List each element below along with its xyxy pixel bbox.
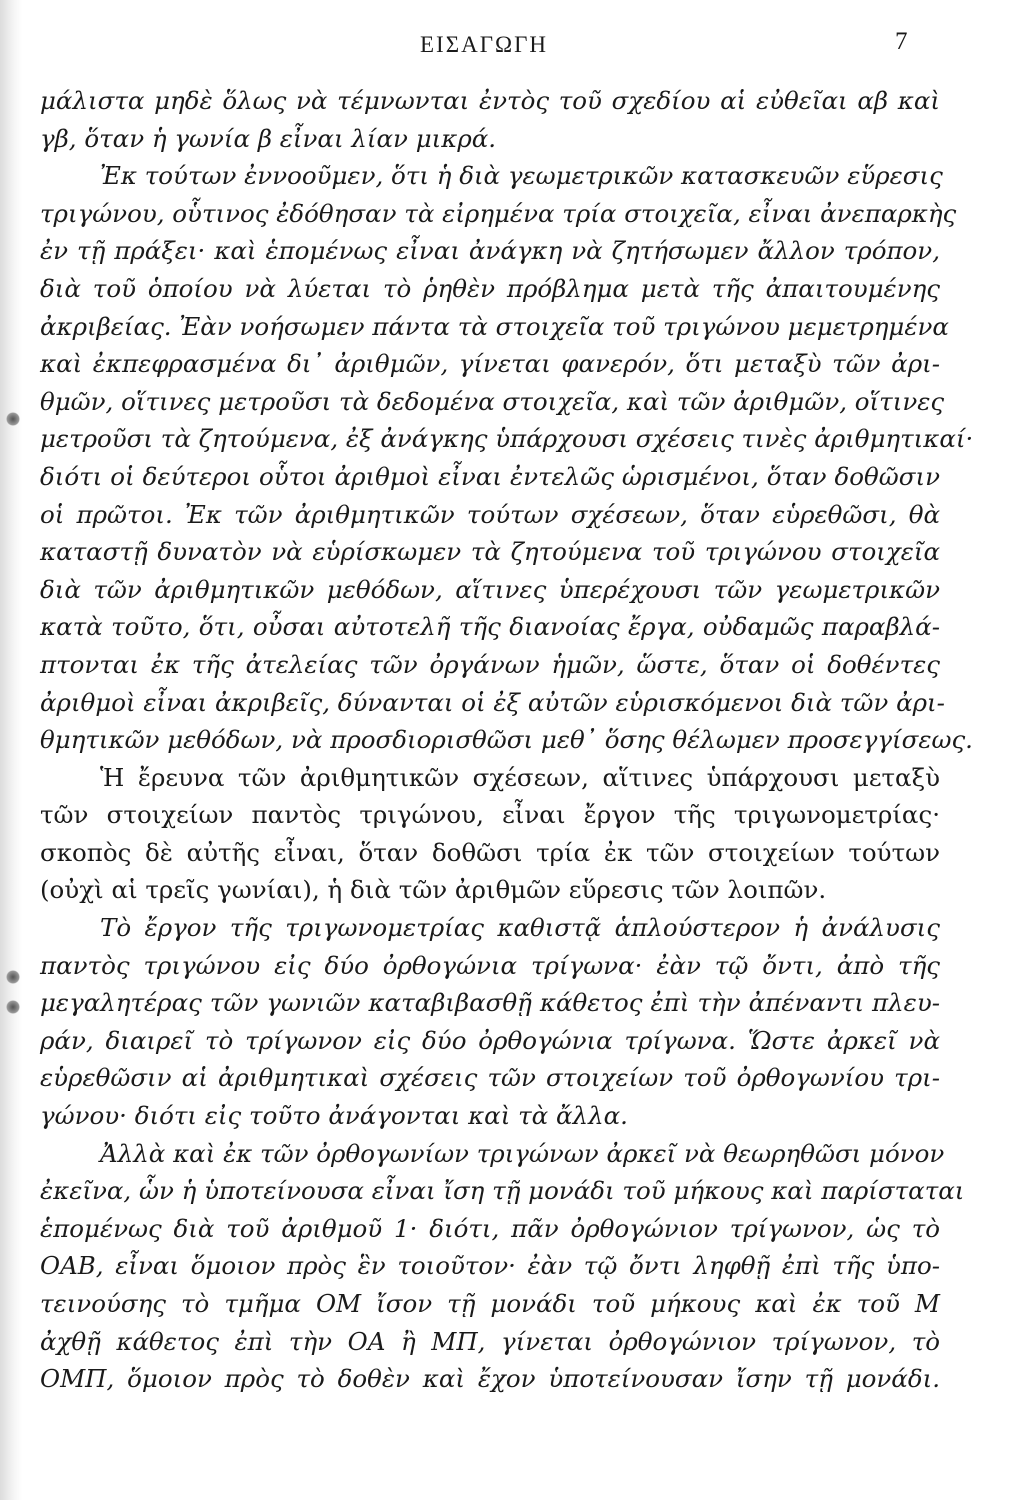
text-line: διὰ τοῦ ὁποίου νὰ λύεται τὸ ῥηθὲν πρόβλημα μετὰ τῆς ἀπαιτουμένης — [40, 273, 940, 303]
text-line: εὑρεθῶσιν αἱ ἀριθμητικαὶ σχέσεις τῶν στοιχείων τοῦ ὀρθογωνίου τρι- — [40, 1063, 940, 1093]
body-text — [40, 82, 974, 1398]
text-line: γβ, ὅταν ἡ γωνία β εἶναι λίαν μικρά. — [40, 123, 497, 153]
binding-hole-mark — [6, 412, 20, 426]
text-line: γώνου· διότι εἰς τοῦτο ἀνάγονται καὶ τὰ ἄλλα. — [40, 1101, 628, 1131]
text-line: μάλιστα μηδὲ ὅλως νὰ τέμνωνται ἐντὸς τοῦ σχεδίου αἱ εὐθεῖαι αβ καὶ — [40, 86, 940, 115]
text-line: ράν, διαιρεῖ τὸ τρίγωνον εἰς δύο ὀρθογώνια τρίγωνα. Ὥστε ἀρκεῖ νὰ — [40, 1025, 940, 1055]
running-head — [0, 28, 1034, 68]
page-gutter — [0, 0, 22, 1500]
text-line: κατὰ τοῦτο, ὅτι, οὖσαι αὐτοτελῆ τῆς διανοίας ἔργα, οὐδαμῶς παραβλά- — [40, 612, 940, 642]
text-line: ἀχθῇ κάθετος ἐπὶ τὴν ΟΑ ἢ ΜΠ, γίνεται ὀρθογώνιον τρίγωνον, τὸ — [40, 1326, 940, 1356]
text-line: ἀριθμοὶ εἶναι ἀκριβεῖς, δύνανται οἱ ἐξ αὐτῶν εὑρισκόμενοι διὰ τῶν ἀρι- — [40, 687, 945, 717]
text-line: καὶ ἐκπεφρασμένα δι᾽ ἀριθμῶν, γίνεται φανερόν, ὅτι μεταξὺ τῶν ἀρι- — [40, 349, 940, 379]
text-line: ἐν τῇ πράξει· καὶ ἑπομένως εἶναι ἀνάγκη νὰ ζητήσωμεν ἄλλον τρόπον, — [40, 236, 940, 266]
text-line: ἀκριβείας. Ἐὰν νοήσωμεν πάντα τὰ στοιχεῖα τοῦ τριγώνου μεμετρημένα — [40, 311, 949, 341]
text-line: πτονται ἐκ τῆς ἀτελείας τῶν ὀργάνων ἡμῶν, ὥστε, ὅταν οἱ δοθέντες — [40, 649, 940, 679]
binding-hole-mark — [6, 970, 20, 984]
text-line: τῶν στοιχείων παντὸς τριγώνου, εἶναι ἔργον τῆς τριγωνομετρίας· — [40, 800, 940, 830]
text-line: ΟΜΠ, ὅμοιον πρὸς τὸ δοθὲν καὶ ἔχον ὑποτείνουσαν ἴσην τῇ μονάδι. — [40, 1364, 940, 1394]
text-line: Τὸ ἔργον τῆς τριγωνομετρίας καθιστᾷ ἁπλούστερον ἡ ἀνάλυσις — [100, 913, 940, 943]
binding-hole-mark — [6, 1000, 20, 1014]
text-line: θμητικῶν μεθόδων, νὰ προσδιορισθῶσι μεθ᾽ ὅσης θέλωμεν προσεγγίσεως. — [40, 725, 973, 755]
text-line: τριγώνου, οὗτινος ἐδόθησαν τὰ εἰρημένα τρία στοιχεῖα, εἶναι ἀνεπαρκὴς — [40, 198, 957, 228]
text-line: ΟΑΒ, εἶναι ὅμοιον πρὸς ἓν τοιοῦτον· ἐὰν τῷ ὄντι ληφθῇ ἐπὶ τῆς ὑπο- — [40, 1251, 940, 1281]
text-line: οἱ πρῶτοι. Ἐκ τῶν ἀριθμητικῶν τούτων σχέσεων, ὅταν εὑρεθῶσι, θὰ — [40, 499, 940, 529]
text-line: τεινούσης τὸ τμῆμα ΟΜ ἴσον τῇ μονάδι τοῦ μήκους καὶ ἐκ τοῦ Μ — [40, 1289, 940, 1318]
text-line: Ἀλλὰ καὶ ἐκ τῶν ὀρθογωνίων τριγώνων ἀρκεῖ νὰ θεωρηθῶσι μόνον — [100, 1138, 945, 1168]
text-line: διότι οἱ δεύτεροι οὗτοι ἀριθμοὶ εἶναι ἐντελῶς ὡρισμένοι, ὅταν δοθῶσιν — [40, 461, 940, 491]
text-line: παντὸς τριγώνου εἰς δύο ὀρθογώνια τρίγωνα· ἐὰν τῷ ὄντι, ἀπὸ τῆς — [40, 950, 940, 980]
text-line: ἐκεῖνα, ὧν ἡ ὑποτείνουσα εἶναι ἴση τῇ μονάδι τοῦ μήκους καὶ παρίσταται — [40, 1176, 965, 1206]
text-line: Ἡ ἔρευνα τῶν ἀριθμητικῶν σχέσεων, αἵτινες ὑπάρχουσι μεταξὺ — [100, 762, 940, 792]
text-line: μεγαλητέρας τῶν γωνιῶν καταβιβασθῇ κάθετος ἐπὶ τὴν ἀπέναντι πλευ- — [40, 988, 940, 1018]
text-line: καταστῇ δυνατὸν νὰ εὑρίσκωμεν τὰ ζητούμενα τοῦ τριγώνου στοιχεῖα — [40, 537, 940, 567]
text-line: μετροῦσι τὰ ζητούμενα, ἐξ ἀνάγκης ὑπάρχουσι σχέσεις τινὲς ἀριθμητικαί· — [40, 424, 974, 454]
page-number: 7 — [895, 28, 908, 55]
text-line: ἑπομένως διὰ τοῦ ἀριθμοῦ 1· διότι, πᾶν ὀρθογώνιον τρίγωνον, ὡς τὸ — [40, 1213, 940, 1243]
running-title: ΕΙΣΑΓΩΓΗ — [420, 32, 549, 57]
text-line: σκοπὸς δὲ αὐτῆς εἶναι, ὅταν δοθῶσι τρία ἐκ τῶν στοιχείων τούτων — [40, 837, 940, 867]
text-line: διὰ τῶν ἀριθμητικῶν μεθόδων, αἵτινες ὑπερέχουσι τῶν γεωμετρικῶν — [40, 574, 940, 604]
text-line: Ἐκ τούτων ἐννοοῦμεν, ὅτι ἡ διὰ γεωμετρικῶν κατασκευῶν εὕρεσις — [100, 161, 943, 191]
text-line: (οὐχὶ αἱ τρεῖς γωνίαι), ἡ διὰ τῶν ἀριθμῶν εὕρεσις τῶν λοιπῶν. — [40, 875, 827, 905]
text-line: θμῶν, οἵτινες μετροῦσι τὰ δεδομένα στοιχεῖα, καὶ τῶν ἀριθμῶν, οἵτινες — [40, 386, 945, 416]
